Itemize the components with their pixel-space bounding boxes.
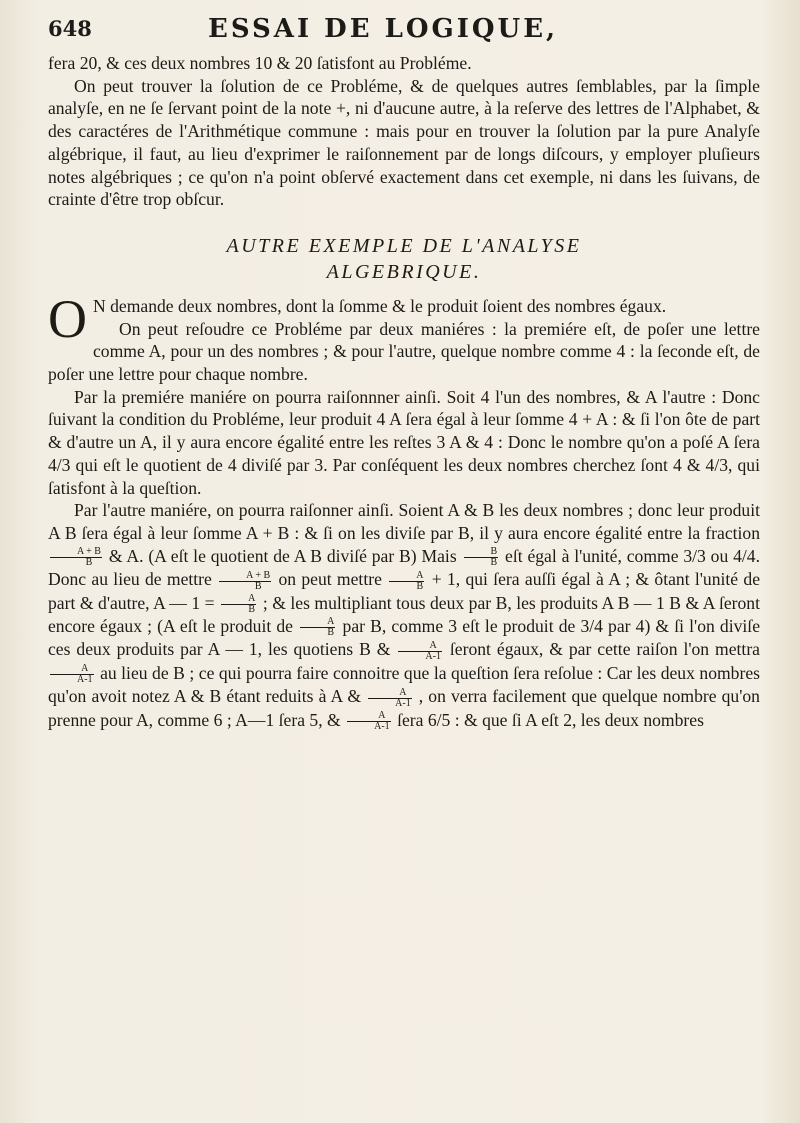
fraction-a-over-a-minus-1: $\frac{A}{A-1}$ xyxy=(398,641,442,662)
drop-cap: O xyxy=(48,288,87,349)
text-segment: par B, comme 3 eſt le produit de 3/4 par 4) & ſi l'on diviſe ces deux produits par A — 1, les quotiens B & xyxy=(48,616,760,660)
fraction-a-over-b: $\frac{A}{B}$ xyxy=(221,594,256,615)
fraction-a-over-b: $\frac{A}{B}$ xyxy=(300,617,335,638)
text-segment: ſeront égaux, & par cette raiſon l'on mettra xyxy=(449,639,760,660)
text-segment: & A. (A eſt le quotient de A B diviſé par B) Mais xyxy=(108,545,457,566)
fraction-b-over-b: $\frac{B}{B}$ xyxy=(464,547,499,568)
text-segment: au lieu de B ; ce qui pourra faire connoitre que la queſtion ſera reſolue : Car les deux nombres qu'on avoit notez A & B étant reduits à A & xyxy=(48,662,760,707)
fraction-a-over-a-minus-1: $\frac{A}{A-1}$ xyxy=(347,711,391,732)
fraction-a-plus-b-over-b: $\frac{A + B}{B}$ xyxy=(219,571,271,592)
text-segment: ſera 6/5 : & que ſi A eſt 2, les deux nombres xyxy=(397,709,704,730)
paragraph-continuation: fera 20, & ces deux nombres 10 & 20 ſatisfont au Probléme. xyxy=(48,53,472,73)
text-segment: , on verra facilement que quelque nombre qu'on prenne pour A, comme 6 ; A—1 ſera 5, & xyxy=(48,686,760,730)
section-title-line-2: ALGEBRIQUE. xyxy=(326,260,482,283)
running-title: ESSAI DE LOGIQUE, xyxy=(208,14,559,44)
text-segment: + 1, qui ſera auſſi égal à A ; & ôtant l'unité de part & d'autre, A — 1 = xyxy=(48,569,761,613)
text-segment: on peut mettre xyxy=(278,569,382,590)
fraction-a-plus-b-over-b: $\frac{A + B}{B}$ xyxy=(50,547,102,568)
paragraph-problem-statement xyxy=(48,288,760,349)
paragraph-first-method: Par la premiére maniére on pourra raiſonnner ainſi. Soit 4 l'un des nombres, & A l'autre : Donc ſuivant la condition du Probléme, leur produit 4 A ſera égal à leur ſomme 4 + A : & ſi l'on ôte de part & d'autre un A, il y aura encore égalité entre les reſtes 3 A & 4 : Donc le nombre qu'on a poſé A ſera 4/3 qui eſt le quotient de 4 diviſé par 3. Par conſéquent les deux nombres cherchez ſont 4 & 4/3, qui ſatisfont à la queſtion. xyxy=(48,386,760,498)
text-segment: eſt égal à l'unité, comme 3/3 ou 4/4. Donc au lieu de mettre xyxy=(48,545,760,590)
page-body xyxy=(48,52,760,732)
section-title-line-1: AUTRE EXEMPLE DE L'ANALYSE xyxy=(226,234,582,257)
fraction-a-over-a-minus-1: $\frac{A}{A-1}$ xyxy=(50,664,94,685)
fraction-a-over-b: $\frac{A}{B}$ xyxy=(389,571,424,592)
page-number: 648 xyxy=(48,16,92,41)
section-title xyxy=(48,233,760,285)
paragraph-second-method xyxy=(48,499,760,732)
paragraph-simple-analysis: On peut trouver la ſolution de ce Probléme, & de quelques autres ſemblables, par la ſimple analyſe, en ne ſe ſervant point de la note +, ni d'aucune autre, à la reſerve des lettres de l'Alphabet, & des caractéres de l'Arithmétique commune : mais pour en trouver la ſolution par la pure Analyſe algébrique, il faut, au lieu d'exprimer le raiſonnement par de longs diſcours, y employer pluſieurs notes algébriques ; ce qu'on n'a point obſervé exactement dans cet exemple, ni dans les ſuivans, de crainte d'être trop obſcur. xyxy=(48,75,760,210)
paragraph-two-methods: On peut reſoudre ce Probléme par deux maniéres : la premiére eſt, de poſer une lettre comme A, pour un des nombres ; & pour l'autre, quelque nombre comme 4 : la ſeconde eſt, de poſer une lettre pour chaque nombre. xyxy=(48,318,760,385)
page-header xyxy=(48,14,758,44)
text-segment: Par l'autre maniére, on pourra raiſonner ainſi. Soient A & B les deux nombres ; donc leur produit A B ſera égal à leur ſomme A + B : & ſi on les diviſe par B, il y aura encore égalité entre la fraction xyxy=(48,500,760,543)
text-segment: ; & les multipliant tous deux par B, les produits A B — 1 B & A ſeront encore égaux ; (A eſt le produit de xyxy=(48,592,760,637)
fraction-a-over-a-minus-1: $\frac{A}{A-1}$ xyxy=(368,688,412,709)
problem-text: N demande deux nombres, dont la ſomme & le produit ſoient des nombres égaux. xyxy=(93,295,667,316)
